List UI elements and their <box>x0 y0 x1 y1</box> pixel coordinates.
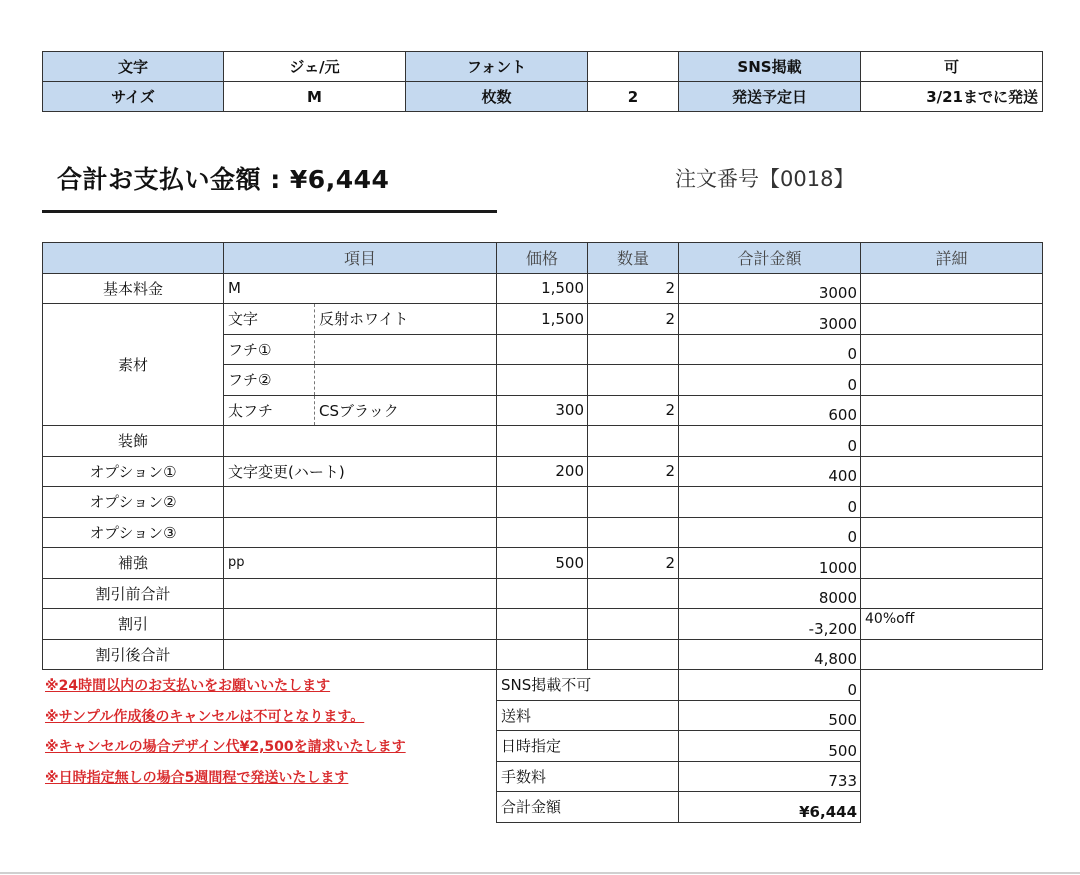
font-text-label: 文字 <box>43 52 224 82</box>
row-label: 補強 <box>43 548 224 579</box>
font-label: フォント <box>406 52 588 82</box>
row-total: 0 <box>679 365 861 396</box>
row-detail <box>861 304 1043 335</box>
table-row <box>43 426 1043 457</box>
row-price: 500 <box>497 548 588 579</box>
row-total: -3,200 <box>679 609 861 640</box>
header-total: 合計金額 <box>679 243 861 274</box>
row-price <box>497 426 588 457</box>
row-price <box>497 517 588 548</box>
row-quantity <box>588 517 679 548</box>
row-item <box>224 517 497 548</box>
row-item <box>224 609 497 640</box>
table-row <box>43 517 1043 548</box>
row-total: 4,800 <box>679 639 861 670</box>
table-header-row <box>43 243 1043 274</box>
row-item <box>224 487 497 518</box>
sns-label: SNS掲載 <box>679 52 861 82</box>
row-subitem: 文字 <box>224 304 315 335</box>
row-price: 1,500 <box>497 304 588 335</box>
row-detail <box>861 517 1043 548</box>
quantity-label: 枚数 <box>406 82 588 112</box>
fee-label: SNS掲載不可 <box>497 670 679 701</box>
header-item: 項目 <box>224 243 497 274</box>
row-detail <box>861 334 1043 365</box>
row-subitem: フチ② <box>224 365 315 396</box>
row-label: 割引 <box>43 609 224 640</box>
sns-value: 可 <box>861 52 1043 82</box>
row-total: 0 <box>679 334 861 365</box>
row-label: 素材 <box>43 304 224 426</box>
summary-row <box>43 52 1043 82</box>
fee-value: 733 <box>679 761 861 792</box>
row-quantity <box>588 578 679 609</box>
row-item: pp <box>224 548 497 579</box>
row-label: 基本料金 <box>43 273 224 304</box>
fee-value: 0 <box>679 670 861 701</box>
fee-label: 日時指定 <box>497 731 679 762</box>
fee-label: 手数料 <box>497 761 679 792</box>
row-item <box>224 578 497 609</box>
row-total: 0 <box>679 426 861 457</box>
row-quantity: 2 <box>588 456 679 487</box>
row-price: 200 <box>497 456 588 487</box>
table-row <box>43 456 1043 487</box>
table-row <box>43 548 1043 579</box>
row-price <box>497 609 588 640</box>
note-cancel-fee: ※キャンセルの場合デザイン代¥2,500を請求いたします <box>45 739 406 755</box>
order-number: 注文番号【0018】 <box>675 167 855 191</box>
row-price <box>497 578 588 609</box>
heading-underline <box>42 210 497 213</box>
ship-date-label: 発送予定日 <box>679 82 861 112</box>
summary-row <box>43 82 1043 112</box>
row-detail <box>861 578 1043 609</box>
row-detail <box>861 548 1043 579</box>
row-price <box>497 365 588 396</box>
row-total: 8000 <box>679 578 861 609</box>
order-summary-table <box>42 51 1043 112</box>
row-detail <box>861 426 1043 457</box>
blank-cell <box>861 731 1043 762</box>
row-label: オプション① <box>43 456 224 487</box>
grand-total-value: ¥6,444 <box>679 792 861 823</box>
table-row <box>43 578 1043 609</box>
header-empty <box>43 243 224 274</box>
grand-total-label: 合計金額 <box>497 792 679 823</box>
row-label: 割引前合計 <box>43 578 224 609</box>
ship-date-value: 3/21までに発送 <box>861 82 1043 112</box>
quantity-value: 2 <box>588 82 679 112</box>
row-label: 装飾 <box>43 426 224 457</box>
font-value <box>588 52 679 82</box>
row-detail <box>861 395 1043 426</box>
row-item <box>315 365 497 396</box>
row-item: 文字変更(ハート) <box>224 456 497 487</box>
row-quantity <box>588 334 679 365</box>
size-value: M <box>224 82 406 112</box>
row-detail <box>861 456 1043 487</box>
row-subitem: フチ① <box>224 334 315 365</box>
row-quantity <box>588 426 679 457</box>
fee-label: 送料 <box>497 700 679 731</box>
fee-value: 500 <box>679 700 861 731</box>
row-quantity: 2 <box>588 304 679 335</box>
row-label: オプション② <box>43 487 224 518</box>
row-detail <box>861 365 1043 396</box>
font-text-value: ジェ/元 <box>224 52 406 82</box>
row-label: 割引後合計 <box>43 639 224 670</box>
row-price <box>497 487 588 518</box>
row-item: M <box>224 273 497 304</box>
fee-value: 500 <box>679 731 861 762</box>
blank-cell <box>861 792 1043 823</box>
row-total: 600 <box>679 395 861 426</box>
row-quantity <box>588 639 679 670</box>
bottom-divider <box>0 872 1080 874</box>
row-item <box>224 426 497 457</box>
header-quantity: 数量 <box>588 243 679 274</box>
row-quantity: 2 <box>588 395 679 426</box>
row-total: 3000 <box>679 304 861 335</box>
blank-cell <box>861 761 1043 792</box>
row-total: 0 <box>679 487 861 518</box>
row-item: 反射ホワイト <box>315 304 497 335</box>
table-row <box>43 273 1043 304</box>
row-detail <box>861 487 1043 518</box>
row-quantity: 2 <box>588 548 679 579</box>
blank-cell <box>861 700 1043 731</box>
row-quantity <box>588 487 679 518</box>
notes-list <box>45 676 406 798</box>
total-payment-heading: 合計お支払い金額 : ¥6,444 <box>57 165 390 194</box>
row-item: CSブラック <box>315 395 497 426</box>
note-cancel-sample: ※サンプル作成後のキャンセルは不可となります。 <box>45 708 365 725</box>
row-price: 1,500 <box>497 273 588 304</box>
row-subitem: 太フチ <box>224 395 315 426</box>
row-total: 3000 <box>679 273 861 304</box>
note-payment: ※24時間以内のお支払いをお願いいたします <box>45 678 331 694</box>
table-row <box>43 639 1043 670</box>
table-row <box>43 609 1043 640</box>
header-detail: 詳細 <box>861 243 1043 274</box>
row-item <box>224 639 497 670</box>
row-detail <box>861 639 1043 670</box>
row-detail: 40%off <box>861 609 1043 640</box>
row-total: 1000 <box>679 548 861 579</box>
row-item <box>315 334 497 365</box>
row-price <box>497 334 588 365</box>
row-quantity: 2 <box>588 273 679 304</box>
header-price: 価格 <box>497 243 588 274</box>
row-total: 400 <box>679 456 861 487</box>
table-row <box>43 487 1043 518</box>
row-quantity <box>588 609 679 640</box>
row-price: 300 <box>497 395 588 426</box>
blank-cell <box>861 670 1043 701</box>
row-price <box>497 639 588 670</box>
table-row <box>43 304 1043 335</box>
row-total: 0 <box>679 517 861 548</box>
row-detail <box>861 273 1043 304</box>
row-label: オプション③ <box>43 517 224 548</box>
row-quantity <box>588 365 679 396</box>
note-shipping: ※日時指定無しの場合5週間程で発送いたします <box>45 769 349 786</box>
size-label: サイズ <box>43 82 224 112</box>
